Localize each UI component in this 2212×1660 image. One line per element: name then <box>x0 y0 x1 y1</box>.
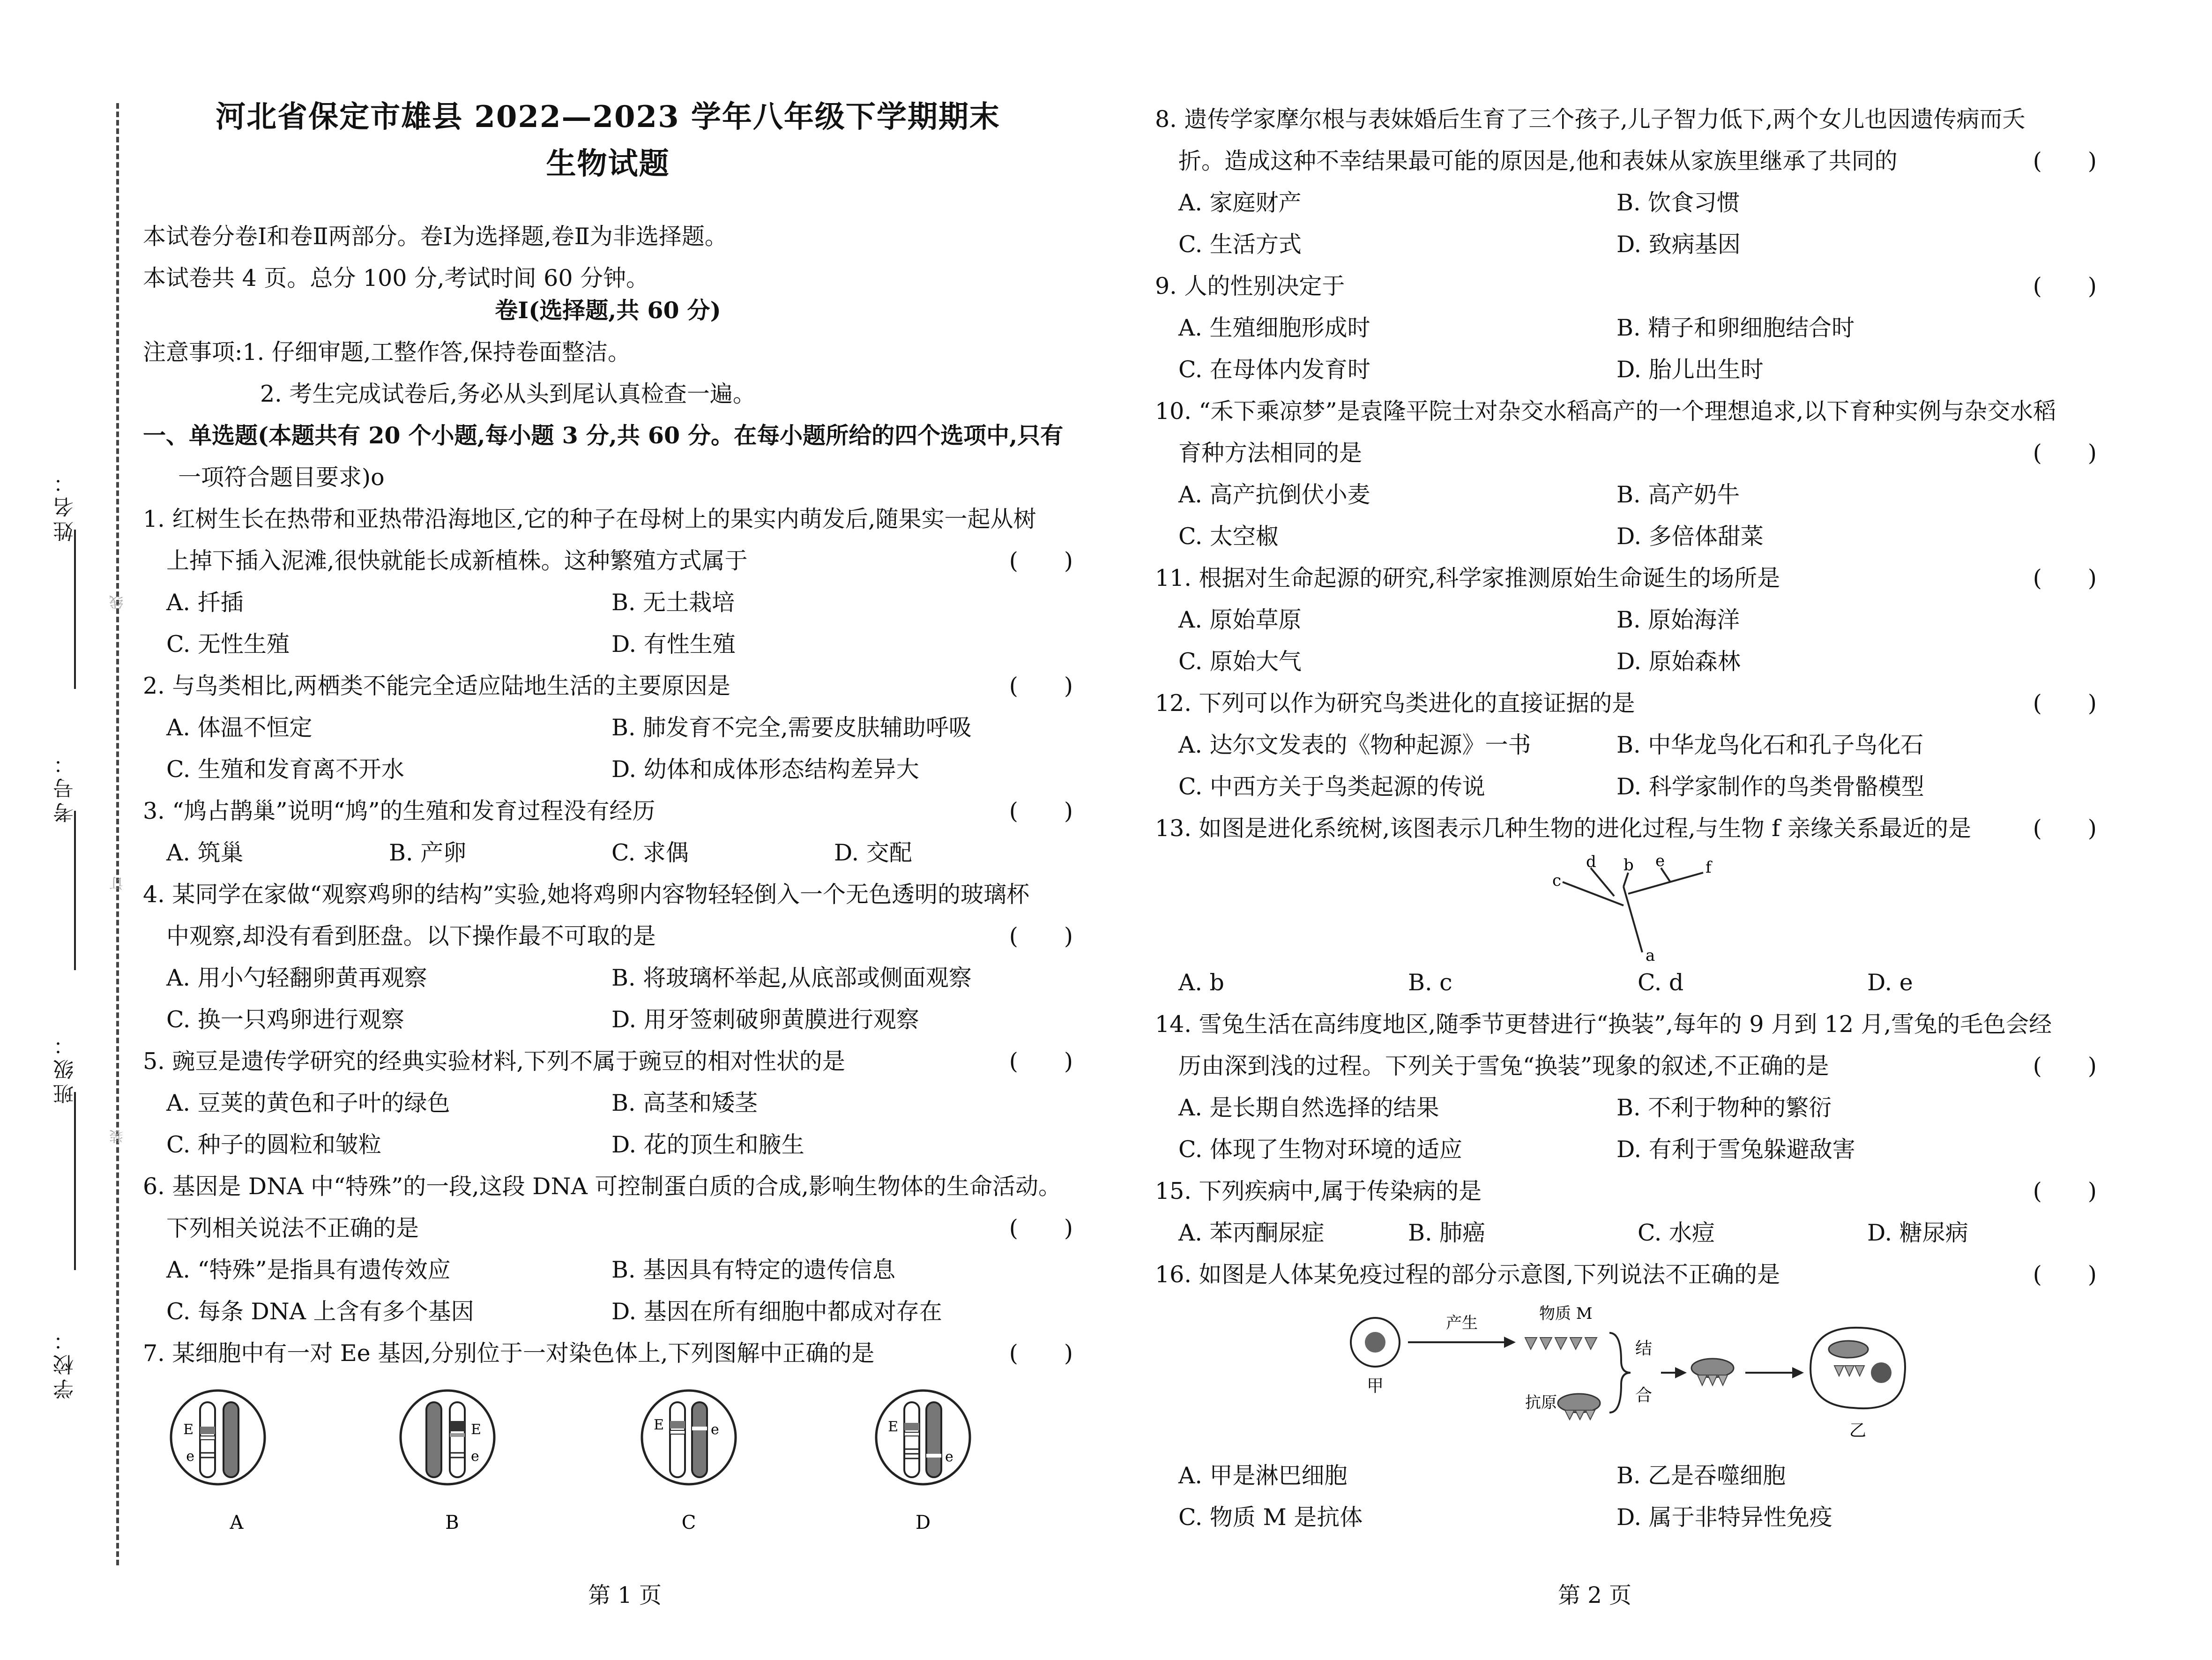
figure-caption: C <box>681 1512 696 1533</box>
gene-label-upper: E <box>183 1421 194 1438</box>
figure-label-combine-1: 结 <box>1635 1339 1653 1358</box>
gene-label-upper: E <box>654 1417 664 1433</box>
exam-number-write-line[interactable] <box>74 811 76 970</box>
q6-options-2 <box>143 1291 1073 1332</box>
figure-label-combine-2: 合 <box>1635 1386 1653 1405</box>
section-heading: 一、单选题(本题共有 20 个小题,每小题 3 分,共 60 分。在每小题所给的四个选项中,只有 <box>143 422 1064 449</box>
answer-paren[interactable]: ( ) <box>1009 1048 1073 1075</box>
option[interactable]: A. 甲是淋巴细胞 <box>1178 1462 1348 1489</box>
q4-stem-cont: 中观察,却没有看到胚盘。以下操作最不可取的是 ( ) <box>143 915 1073 957</box>
q14-options-2 <box>1155 1129 2097 1170</box>
option[interactable]: D. 用牙签刺破卵黄膜进行观察 <box>611 1006 919 1033</box>
q8-options <box>1155 182 2097 224</box>
option[interactable]: A. 豆荚的黄色和子叶的绿色 <box>166 1090 450 1116</box>
answer-paren[interactable]: ( ) <box>2033 690 2097 717</box>
answer-paren[interactable]: ( ) <box>2033 1053 2097 1079</box>
option[interactable]: A. 用小勺轻翻卵黄再观察 <box>166 965 427 991</box>
option[interactable]: C. 生殖和发育离不开水 <box>166 756 404 783</box>
gene-label-lower: e <box>186 1448 194 1465</box>
option[interactable]: C. 太空椒 <box>1178 523 1279 550</box>
answer-paren[interactable]: ( ) <box>2033 1178 2097 1204</box>
q15-options <box>1155 1212 2097 1254</box>
answer-paren[interactable]: ( ) <box>1009 1340 1073 1367</box>
figure-label-substance-m: 物质 M <box>1539 1304 1593 1323</box>
q11-options-2 <box>1155 641 2097 682</box>
answer-paren[interactable]: ( ) <box>2033 148 2097 174</box>
option[interactable]: B. 产卵 <box>389 839 467 866</box>
q8-stem-cont: 折。造成这种不幸结果最可能的原因是,他和表妹从家族里继承了共同的 ( ) <box>1155 140 2097 182</box>
binding-dashed-line <box>116 103 119 1565</box>
intro-line-1: 本试卷分卷Ⅰ和卷Ⅱ两部分。卷Ⅰ为选择题,卷Ⅱ为非选择题。 <box>143 223 728 250</box>
option[interactable]: C. d <box>1638 969 1684 996</box>
tree-label-f: f <box>1706 858 1712 877</box>
option[interactable]: D. 基因在所有细胞中都成对存在 <box>611 1298 942 1325</box>
exam-subtitle: 生物试题 <box>546 146 670 181</box>
figure-label-antigen: 抗原 <box>1525 1393 1557 1412</box>
option[interactable]: B. 肺发育不完全,需要皮肤辅助呼吸 <box>611 714 972 741</box>
option[interactable]: A. 生殖细胞形成时 <box>1178 314 1370 341</box>
q16-options-2 <box>1155 1496 2097 1538</box>
q4-options-2 <box>143 999 1073 1040</box>
figure-caption: B <box>445 1512 459 1533</box>
class-write-line[interactable] <box>74 1092 76 1270</box>
q13-stem: 13. 如图是进化系统树,该图表示几种生物的进化过程,与生物 f 亲缘关系最近的是 ( ) <box>1155 808 2097 849</box>
q10-options-2 <box>1155 516 2097 557</box>
chromosome-option-a[interactable] <box>171 1391 265 1533</box>
option[interactable]: B. 饮食习惯 <box>1616 189 1740 216</box>
answer-paren[interactable]: ( ) <box>2033 1261 2097 1288</box>
figure-label-yi: 乙 <box>1849 1421 1867 1440</box>
option[interactable]: C. 体现了生物对环境的适应 <box>1178 1136 1462 1163</box>
q9-options-2 <box>1155 349 2097 390</box>
option[interactable]: C. 换一只鸡卵进行观察 <box>166 1006 404 1033</box>
option[interactable]: A. 筑巢 <box>166 839 244 866</box>
option[interactable]: A. 扦插 <box>166 589 244 616</box>
option[interactable]: C. 种子的圆粒和皱粒 <box>166 1131 381 1158</box>
option[interactable]: A. “特殊”是指具有遗传效应 <box>166 1256 451 1283</box>
q9-stem: 9. 人的性别决定于 ( ) <box>1155 265 2097 307</box>
school-label: 学校： <box>53 1326 77 1399</box>
option[interactable]: B. 肺癌 <box>1408 1219 1486 1246</box>
option[interactable]: D. 致病基因 <box>1616 231 1741 258</box>
answer-paren[interactable]: ( ) <box>1009 798 1073 824</box>
q5-options <box>143 1082 1073 1124</box>
notice-line-2: 2. 考生完成试卷后,务必从头到尾认真检查一遍。 <box>260 381 756 407</box>
immune-process-figure <box>1155 1295 2097 1455</box>
exam-title: 河北省保定市雄县 2022—2023 学年八年级下学期期末 <box>216 99 1000 135</box>
page-1 <box>143 94 1073 1562</box>
figure-label-produce: 产生 <box>1446 1314 1478 1332</box>
option[interactable]: D. e <box>1867 969 1913 996</box>
exam-number-label: 考号： <box>53 750 77 823</box>
q3-options <box>143 832 1073 874</box>
option[interactable]: B. 高产奶牛 <box>1616 481 1740 508</box>
answer-paren[interactable]: ( ) <box>2033 440 2097 466</box>
option[interactable]: D. 多倍体甜菜 <box>1616 523 1764 550</box>
option[interactable]: A. 家庭财产 <box>1178 189 1302 216</box>
q5-stem: 5. 豌豆是遗传学研究的经典实验材料,下列不属于豌豆的相对性状的是 ( ) <box>143 1040 1073 1082</box>
section-heading-cont: 一项符合题目要求)o <box>178 464 385 491</box>
tree-label-d: d <box>1586 852 1596 871</box>
option[interactable]: A. 高产抗倒伏小麦 <box>1178 481 1370 508</box>
option[interactable]: C. 中西方关于鸟类起源的传说 <box>1178 773 1485 800</box>
option[interactable]: C. 求偶 <box>611 839 689 866</box>
binding-margin <box>0 0 124 1660</box>
option[interactable]: A. 苯丙酮尿症 <box>1178 1219 1325 1246</box>
option[interactable]: C. 物质 M 是抗体 <box>1178 1504 1363 1531</box>
page-2-footer: 第 2 页 <box>1558 1582 1632 1608</box>
q4-stem: 4. 某同学在家做“观察鸡卵的结构”实验,她将鸡卵内容物轻轻倒入一个无色透明的玻璃杯 <box>143 881 1030 908</box>
gene-label-upper: E <box>471 1421 481 1438</box>
answer-paren[interactable]: ( ) <box>2033 565 2097 591</box>
option[interactable]: D. 有性生殖 <box>611 631 736 658</box>
tree-label-c: c <box>1552 871 1562 890</box>
cut-mark-pack: 装 <box>110 1129 126 1144</box>
q15-stem: 15. 下列疾病中,属于传染病的是 ( ) <box>1155 1170 2097 1212</box>
option[interactable]: C. 原始大气 <box>1178 648 1302 675</box>
q4-options <box>143 957 1073 999</box>
option[interactable]: A. 达尔文发表的《物种起源》一书 <box>1178 732 1531 758</box>
q11-options <box>1155 599 2097 641</box>
chromosome-option-b[interactable] <box>401 1391 494 1533</box>
gene-label-lower: e <box>711 1421 719 1438</box>
option[interactable]: D. 科学家制作的鸟类骨骼模型 <box>1616 773 1924 800</box>
q1-options-2 <box>143 623 1073 665</box>
q6-stem: 6. 基因是 DNA 中“特殊”的一段,这段 DNA 可控制蛋白质的合成,影响生物体的生命活动。 <box>143 1173 1061 1200</box>
page-2 <box>1155 98 2097 1538</box>
q1-stem: 1. 红树生长在热带和亚热带沿海地区,它的种子在母树上的果实内萌发后,随果实一起从树 <box>143 506 1036 532</box>
option[interactable]: B. 基因具有特定的遗传信息 <box>611 1256 896 1283</box>
q6-options <box>143 1249 1073 1291</box>
gene-label-lower: e <box>471 1448 479 1465</box>
option[interactable]: D. 属于非特异性免疫 <box>1616 1504 1832 1531</box>
school-field[interactable] <box>52 1326 80 1399</box>
evolution-tree-figure <box>1155 849 2097 962</box>
answer-paren[interactable]: ( ) <box>1009 1215 1073 1241</box>
tree-label-a: a <box>1646 946 1655 962</box>
figure-caption: D <box>915 1512 931 1533</box>
volume-title: 卷Ⅰ(选择题,共 60 分) <box>495 297 721 324</box>
q12-options-2 <box>1155 766 2097 808</box>
name-label: 姓名： <box>53 469 77 542</box>
q14-stem: 14. 雪兔生活在高纬度地区,随季节更替进行“换装”,每年的 9 月到 12 月,雪兔的毛色会经 <box>1155 1011 2052 1038</box>
q1-stem-cont: 上掉下插入泥滩,很快就能长成新植株。这种繁殖方式属于 ( ) <box>143 540 1073 582</box>
option[interactable]: D. 胎儿出生时 <box>1616 356 1764 383</box>
option[interactable]: C. 水痘 <box>1638 1219 1715 1246</box>
option[interactable]: B. 精子和卵细胞结合时 <box>1616 314 1855 341</box>
name-write-line[interactable] <box>74 530 76 689</box>
chromosome-option-d[interactable] <box>876 1391 970 1533</box>
option[interactable]: C. 无性生殖 <box>166 631 290 658</box>
q14-options <box>1155 1087 2097 1129</box>
answer-paren[interactable]: ( ) <box>1009 923 1073 950</box>
q2-stem: 2. 与鸟类相比,两栖类不能完全适应陆地生活的主要原因是 ( ) <box>143 665 1073 707</box>
q10-stem: 10. “禾下乘凉梦”是袁隆平院士对杂交水稻高产的一个理想追求,以下育种实例与杂交水稻 <box>1155 398 2056 425</box>
option[interactable]: D. 幼体和成体形态结构差异大 <box>611 756 919 783</box>
option[interactable]: D. 原始森林 <box>1616 648 1741 675</box>
q5-options-2 <box>143 1124 1073 1166</box>
q10-options <box>1155 474 2097 516</box>
figure-label-jia: 甲 <box>1366 1376 1384 1396</box>
option[interactable]: C. 每条 DNA 上含有多个基因 <box>166 1298 474 1325</box>
class-label: 班级： <box>53 1031 77 1104</box>
chromosome-option-c[interactable] <box>642 1391 736 1533</box>
gene-label-upper: E <box>888 1419 898 1435</box>
page-1-footer: 第 1 页 <box>588 1582 662 1608</box>
option[interactable]: D. 花的顶生和腋生 <box>611 1131 804 1158</box>
answer-paren[interactable]: ( ) <box>1009 547 1073 574</box>
option[interactable]: B. 高茎和矮茎 <box>611 1090 758 1116</box>
answer-paren[interactable]: ( ) <box>1009 673 1073 699</box>
option[interactable]: B. 不利于物种的繁衍 <box>1616 1094 1832 1121</box>
q16-options <box>1155 1455 2097 1496</box>
option[interactable]: C. 生活方式 <box>1178 231 1302 258</box>
option[interactable]: D. 糖尿病 <box>1867 1219 1968 1246</box>
q7-stem: 7. 某细胞中有一对 Ee 基因,分别位于一对染色体上,下列图解中正确的是 ( ) <box>143 1332 1073 1374</box>
option[interactable]: B. 乙是吞噬细胞 <box>1616 1462 1786 1489</box>
q14-stem-cont: 历由深到浅的过程。下列关于雪兔“换装”现象的叙述,不正确的是 ( ) <box>1155 1045 2097 1087</box>
gene-label-lower: e <box>945 1449 953 1465</box>
intro-line-2: 本试卷共 4 页。总分 100 分,考试时间 60 分钟。 <box>143 265 649 292</box>
answer-paren[interactable]: ( ) <box>2033 273 2097 299</box>
figure-caption: A <box>230 1512 244 1533</box>
q9-options <box>1155 307 2097 349</box>
q16-stem: 16. 如图是人体某免疫过程的部分示意图,下列说法不正确的是 ( ) <box>1155 1254 2097 1295</box>
option[interactable]: A. b <box>1178 969 1224 996</box>
option[interactable]: B. 原始海洋 <box>1616 606 1740 633</box>
option[interactable]: A. 体温不恒定 <box>166 714 313 741</box>
tree-label-b: b <box>1624 856 1634 875</box>
cut-mark-bind: 订 <box>110 876 126 890</box>
q10-stem-cont: 育种方法相同的是 ( ) <box>1155 432 2097 474</box>
q11-stem: 11. 根据对生命起源的研究,科学家推测原始生命诞生的场所是 ( ) <box>1155 557 2097 599</box>
q8-stem: 8. 遗传学家摩尔根与表妹婚后生育了三个孩子,儿子智力低下,两个女儿也因遗传病而夭 <box>1155 106 2026 133</box>
option[interactable]: D. 有利于雪兔躲避敌害 <box>1616 1136 1855 1163</box>
option[interactable]: D. 交配 <box>834 839 912 866</box>
option[interactable]: B. c <box>1408 969 1452 996</box>
q13-options <box>1155 962 2097 1003</box>
tree-label-e: e <box>1655 852 1665 870</box>
option[interactable]: B. 无土栽培 <box>611 589 735 616</box>
option[interactable]: A. 原始草原 <box>1178 606 1302 633</box>
option[interactable]: B. 中华龙鸟化石和孔子鸟化石 <box>1616 732 1924 758</box>
chromosome-figure <box>143 1374 1073 1562</box>
q6-stem-cont: 下列相关说法不正确的是 ( ) <box>143 1207 1073 1249</box>
q8-options-2 <box>1155 224 2097 265</box>
notice-line-1: 注意事项:1. 仔细审题,工整作答,保持卷面整洁。 <box>143 339 631 366</box>
answer-paren[interactable]: ( ) <box>2033 815 2097 842</box>
q12-options <box>1155 724 2097 766</box>
option[interactable]: A. 是长期自然选择的结果 <box>1178 1094 1439 1121</box>
q3-stem: 3. “鸠占鹊巢”说明“鸠”的生殖和发育过程没有经历 ( ) <box>143 790 1073 832</box>
cut-mark-line: 线 <box>110 595 126 609</box>
q2-options <box>143 707 1073 748</box>
q1-options <box>143 582 1073 623</box>
q2-options-2 <box>143 748 1073 790</box>
q12-stem: 12. 下列可以作为研究鸟类进化的直接证据的是 ( ) <box>1155 682 2097 724</box>
option[interactable]: B. 将玻璃杯举起,从底部或侧面观察 <box>611 965 972 991</box>
option[interactable]: C. 在母体内发育时 <box>1178 356 1370 383</box>
